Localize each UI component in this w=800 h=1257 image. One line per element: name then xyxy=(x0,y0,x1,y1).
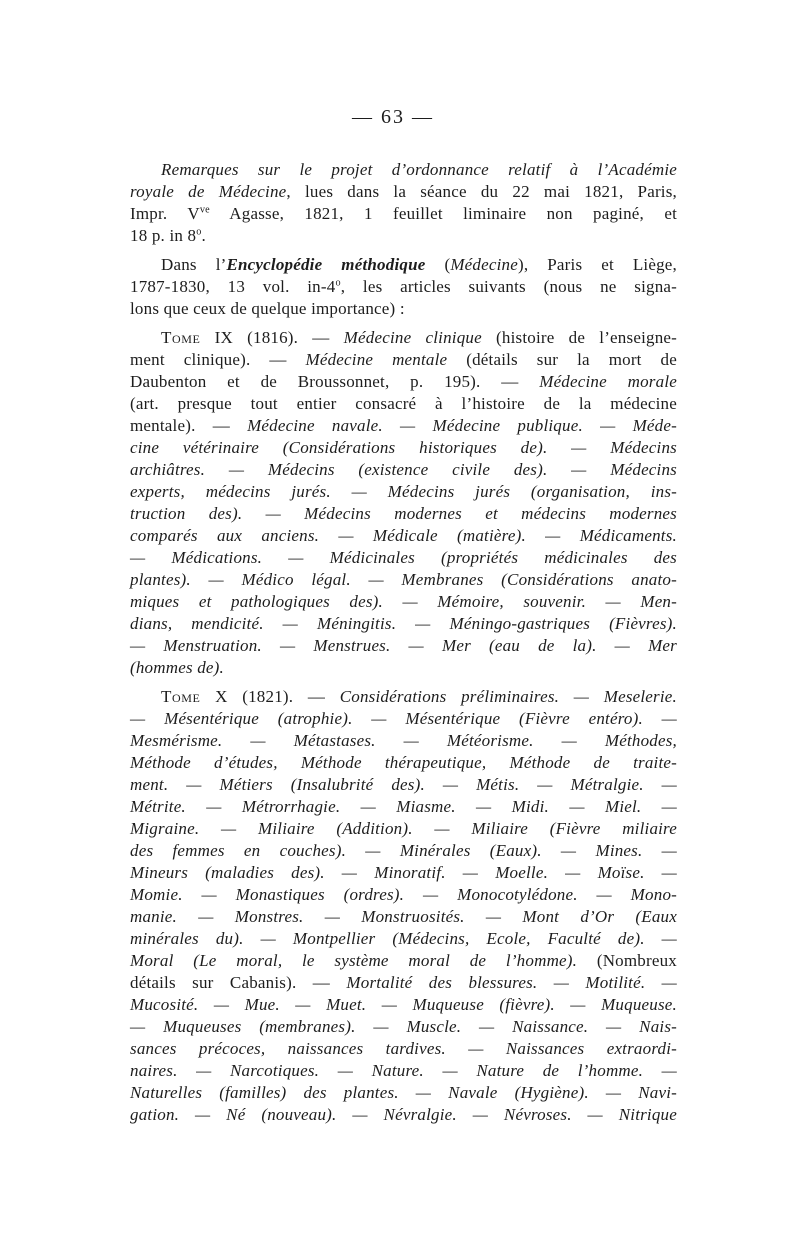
text-line xyxy=(130,159,677,181)
text-line xyxy=(130,994,677,1016)
text-line xyxy=(130,1082,677,1104)
text-line xyxy=(130,327,677,349)
text-segment: Naturelles (familles) des plantes. — Navale (Hygiène). — Navi- xyxy=(130,1083,677,1102)
text-line xyxy=(130,1104,677,1126)
text-line xyxy=(130,569,677,591)
text-segment: IX (1816). — xyxy=(200,328,344,347)
text-line xyxy=(130,686,677,708)
text-segment: royale de Médecine xyxy=(130,182,287,201)
text-segment: détails sur Cabanis). — xyxy=(130,973,347,992)
text-segment: Tome xyxy=(161,328,201,347)
page-number: — 63 — xyxy=(352,106,434,128)
text-segment: (histoire de l’enseigne- xyxy=(481,328,677,347)
text-line xyxy=(130,276,677,298)
text-segment: Mesmérisme. — Métastases. — Météorisme. — Méthodes, xyxy=(130,731,677,750)
text-line xyxy=(130,1016,677,1038)
text-segment: (détails sur la mort de xyxy=(447,350,677,369)
text-segment: Daubenton et de Broussonnet, p. 195). — xyxy=(130,372,540,391)
text-line xyxy=(130,481,677,503)
text-line xyxy=(130,254,677,276)
paragraph-tome-ix xyxy=(130,327,677,679)
text-segment: mentale). — xyxy=(130,416,248,435)
paragraph-remarques xyxy=(130,159,677,247)
text-segment: — Mésentérique (atrophie). — Mésentérique (Fièvre entéro). — xyxy=(130,709,677,728)
text-line xyxy=(130,635,677,657)
text-block xyxy=(130,159,677,1133)
text-line xyxy=(130,437,677,459)
text-segment: 18 p. in 8 xyxy=(130,226,197,245)
text-segment: cine vétérinaire (Considérations historiques de). — Médecins xyxy=(130,438,677,457)
text-line xyxy=(130,657,677,679)
text-line xyxy=(130,774,677,796)
text-line xyxy=(130,840,677,862)
text-segment: Migraine. — Miliaire (Addition). — Miliaire (Fièvre miliaire xyxy=(130,819,677,838)
text-segment: des femmes en couches). — Minérales (Eaux). — Mines. — xyxy=(130,841,677,860)
text-segment: , lues dans la séance du 22 mai 1821, Paris, xyxy=(286,182,677,201)
text-segment: Momie. — Monastiques (ordres). — Monocotylédone. — Mono- xyxy=(130,885,677,904)
text-segment: . xyxy=(201,226,206,245)
text-line xyxy=(130,796,677,818)
text-line xyxy=(130,1060,677,1082)
paragraph-tome-x xyxy=(130,686,677,1126)
text-segment: sances précoces, naissances tardives. — Naissances extraordi- xyxy=(130,1039,677,1058)
text-segment: naires. — Narcotiques. — Nature. — Nature de l’homme. — xyxy=(130,1061,677,1080)
text-line xyxy=(130,459,677,481)
text-segment: Agasse, 1821, 1 feuillet liminaire non paginé, et xyxy=(209,204,677,223)
text-line xyxy=(130,225,677,247)
text-segment: Moral (Le moral, le système moral de l’homme). xyxy=(130,951,578,970)
text-segment: Encyclopédie méthodique xyxy=(226,255,426,274)
text-segment: Médecine mentale xyxy=(305,350,448,369)
text-line xyxy=(130,393,677,415)
text-segment: experts, médecins jurés. — Médecins jurés (organisation, ins- xyxy=(130,482,677,501)
text-segment: manie. — Monstres. — Monstruosités. — Mont d’Or (Eaux xyxy=(130,907,677,926)
text-line xyxy=(130,525,677,547)
text-segment: Médecine navale. — Médecine publique. — Méde- xyxy=(247,416,677,435)
text-segment: Tome xyxy=(161,687,201,706)
text-segment: lons que ceux de quelque importance) : xyxy=(130,299,405,318)
text-segment: Mortalité des blessures. — Motilité. — xyxy=(346,973,677,992)
text-segment: Médecine clinique xyxy=(343,328,482,347)
text-line xyxy=(130,862,677,884)
text-segment: (hommes de). xyxy=(130,658,224,677)
text-line xyxy=(130,591,677,613)
text-segment: o xyxy=(335,277,341,289)
text-segment: dians, mendicité. — Méningitis. — Méningo-gastriques (Fièvres). xyxy=(130,614,677,633)
text-line xyxy=(130,547,677,569)
text-line xyxy=(130,972,677,994)
text-segment: Médecine xyxy=(450,255,518,274)
text-line xyxy=(130,298,677,320)
text-segment: minérales du). — Montpellier (Médecins, Ecole, Faculté de). — xyxy=(130,929,677,948)
text-segment: ment clinique). — xyxy=(130,350,306,369)
text-segment: — Médications. — Médicinales (propriétés médicinales des xyxy=(130,548,677,567)
text-segment: Dans l’ xyxy=(161,255,227,274)
text-segment: (art. presque tout entier consacré à l’histoire de la médecine xyxy=(130,394,677,413)
text-segment: Impr. V xyxy=(130,204,200,223)
text-segment: miques et pathologiques des). — Mémoire, souvenir. — Men- xyxy=(130,592,677,611)
text-segment: Mucosité. — Mue. — Muet. — Muqueuse (fièvre). — Muqueuse. xyxy=(130,995,677,1014)
text-segment: ( xyxy=(425,255,451,274)
text-segment: o xyxy=(196,226,202,238)
text-line xyxy=(130,371,677,393)
text-line xyxy=(130,181,677,203)
text-line xyxy=(130,1038,677,1060)
text-line xyxy=(130,708,677,730)
text-segment: Remarques sur le projet d’ordonnance relatif à l’Académie xyxy=(161,160,677,179)
text-segment: Médecine morale xyxy=(539,372,677,391)
text-segment: comparés aux anciens. — Médicale (matière). — Médicaments. xyxy=(130,526,677,545)
text-segment: Métrite. — Métrorrhagie. — Miasme. — Midi. — Miel. — xyxy=(130,797,677,816)
text-line xyxy=(130,613,677,635)
text-line xyxy=(130,203,677,225)
text-segment: 1787-1830, 13 vol. in-4 xyxy=(130,277,336,296)
text-segment: truction des). — Médecins modernes et médecins modernes xyxy=(130,504,677,523)
text-line xyxy=(130,415,677,437)
text-segment: — Menstruation. — Menstrues. — Mer (eau de la). — Mer xyxy=(130,636,677,655)
text-line xyxy=(130,928,677,950)
text-line xyxy=(130,818,677,840)
text-segment: X (1821). — xyxy=(200,687,340,706)
text-line xyxy=(130,884,677,906)
text-line xyxy=(130,906,677,928)
text-segment: Méthode d’études, Méthode thérapeutique, Méthode de traite- xyxy=(130,753,677,772)
text-segment: Mineurs (maladies des). — Minoratif. — Moelle. — Moïse. — xyxy=(130,863,677,882)
text-line xyxy=(130,752,677,774)
text-line xyxy=(130,349,677,371)
text-segment: — Muqueuses (membranes). — Muscle. — Naissance. — Nais- xyxy=(130,1017,677,1036)
text-segment: archiâtres. — Médecins (existence civile des). — Médecins xyxy=(130,460,677,479)
text-segment: ), Paris et Liège, xyxy=(517,255,677,274)
text-segment: , les articles suivants (nous ne signa- xyxy=(340,277,678,296)
paragraph-encyclopedie xyxy=(130,254,677,320)
text-segment: (Nombreux xyxy=(577,951,678,970)
text-segment: Considérations préliminaires. — Meselerie. xyxy=(339,687,677,706)
text-segment: ment. — Métiers (Insalubrité des). — Métis. — Métralgie. — xyxy=(130,775,677,794)
text-segment: ve xyxy=(199,204,210,216)
text-segment: gation. — Né (nouveau). — Névralgie. — Névroses. — Nitrique xyxy=(130,1105,677,1124)
text-line xyxy=(130,503,677,525)
text-line xyxy=(130,730,677,752)
text-line xyxy=(130,950,677,972)
text-segment: plantes). — Médico légal. — Membranes (Considérations anato- xyxy=(130,570,677,589)
